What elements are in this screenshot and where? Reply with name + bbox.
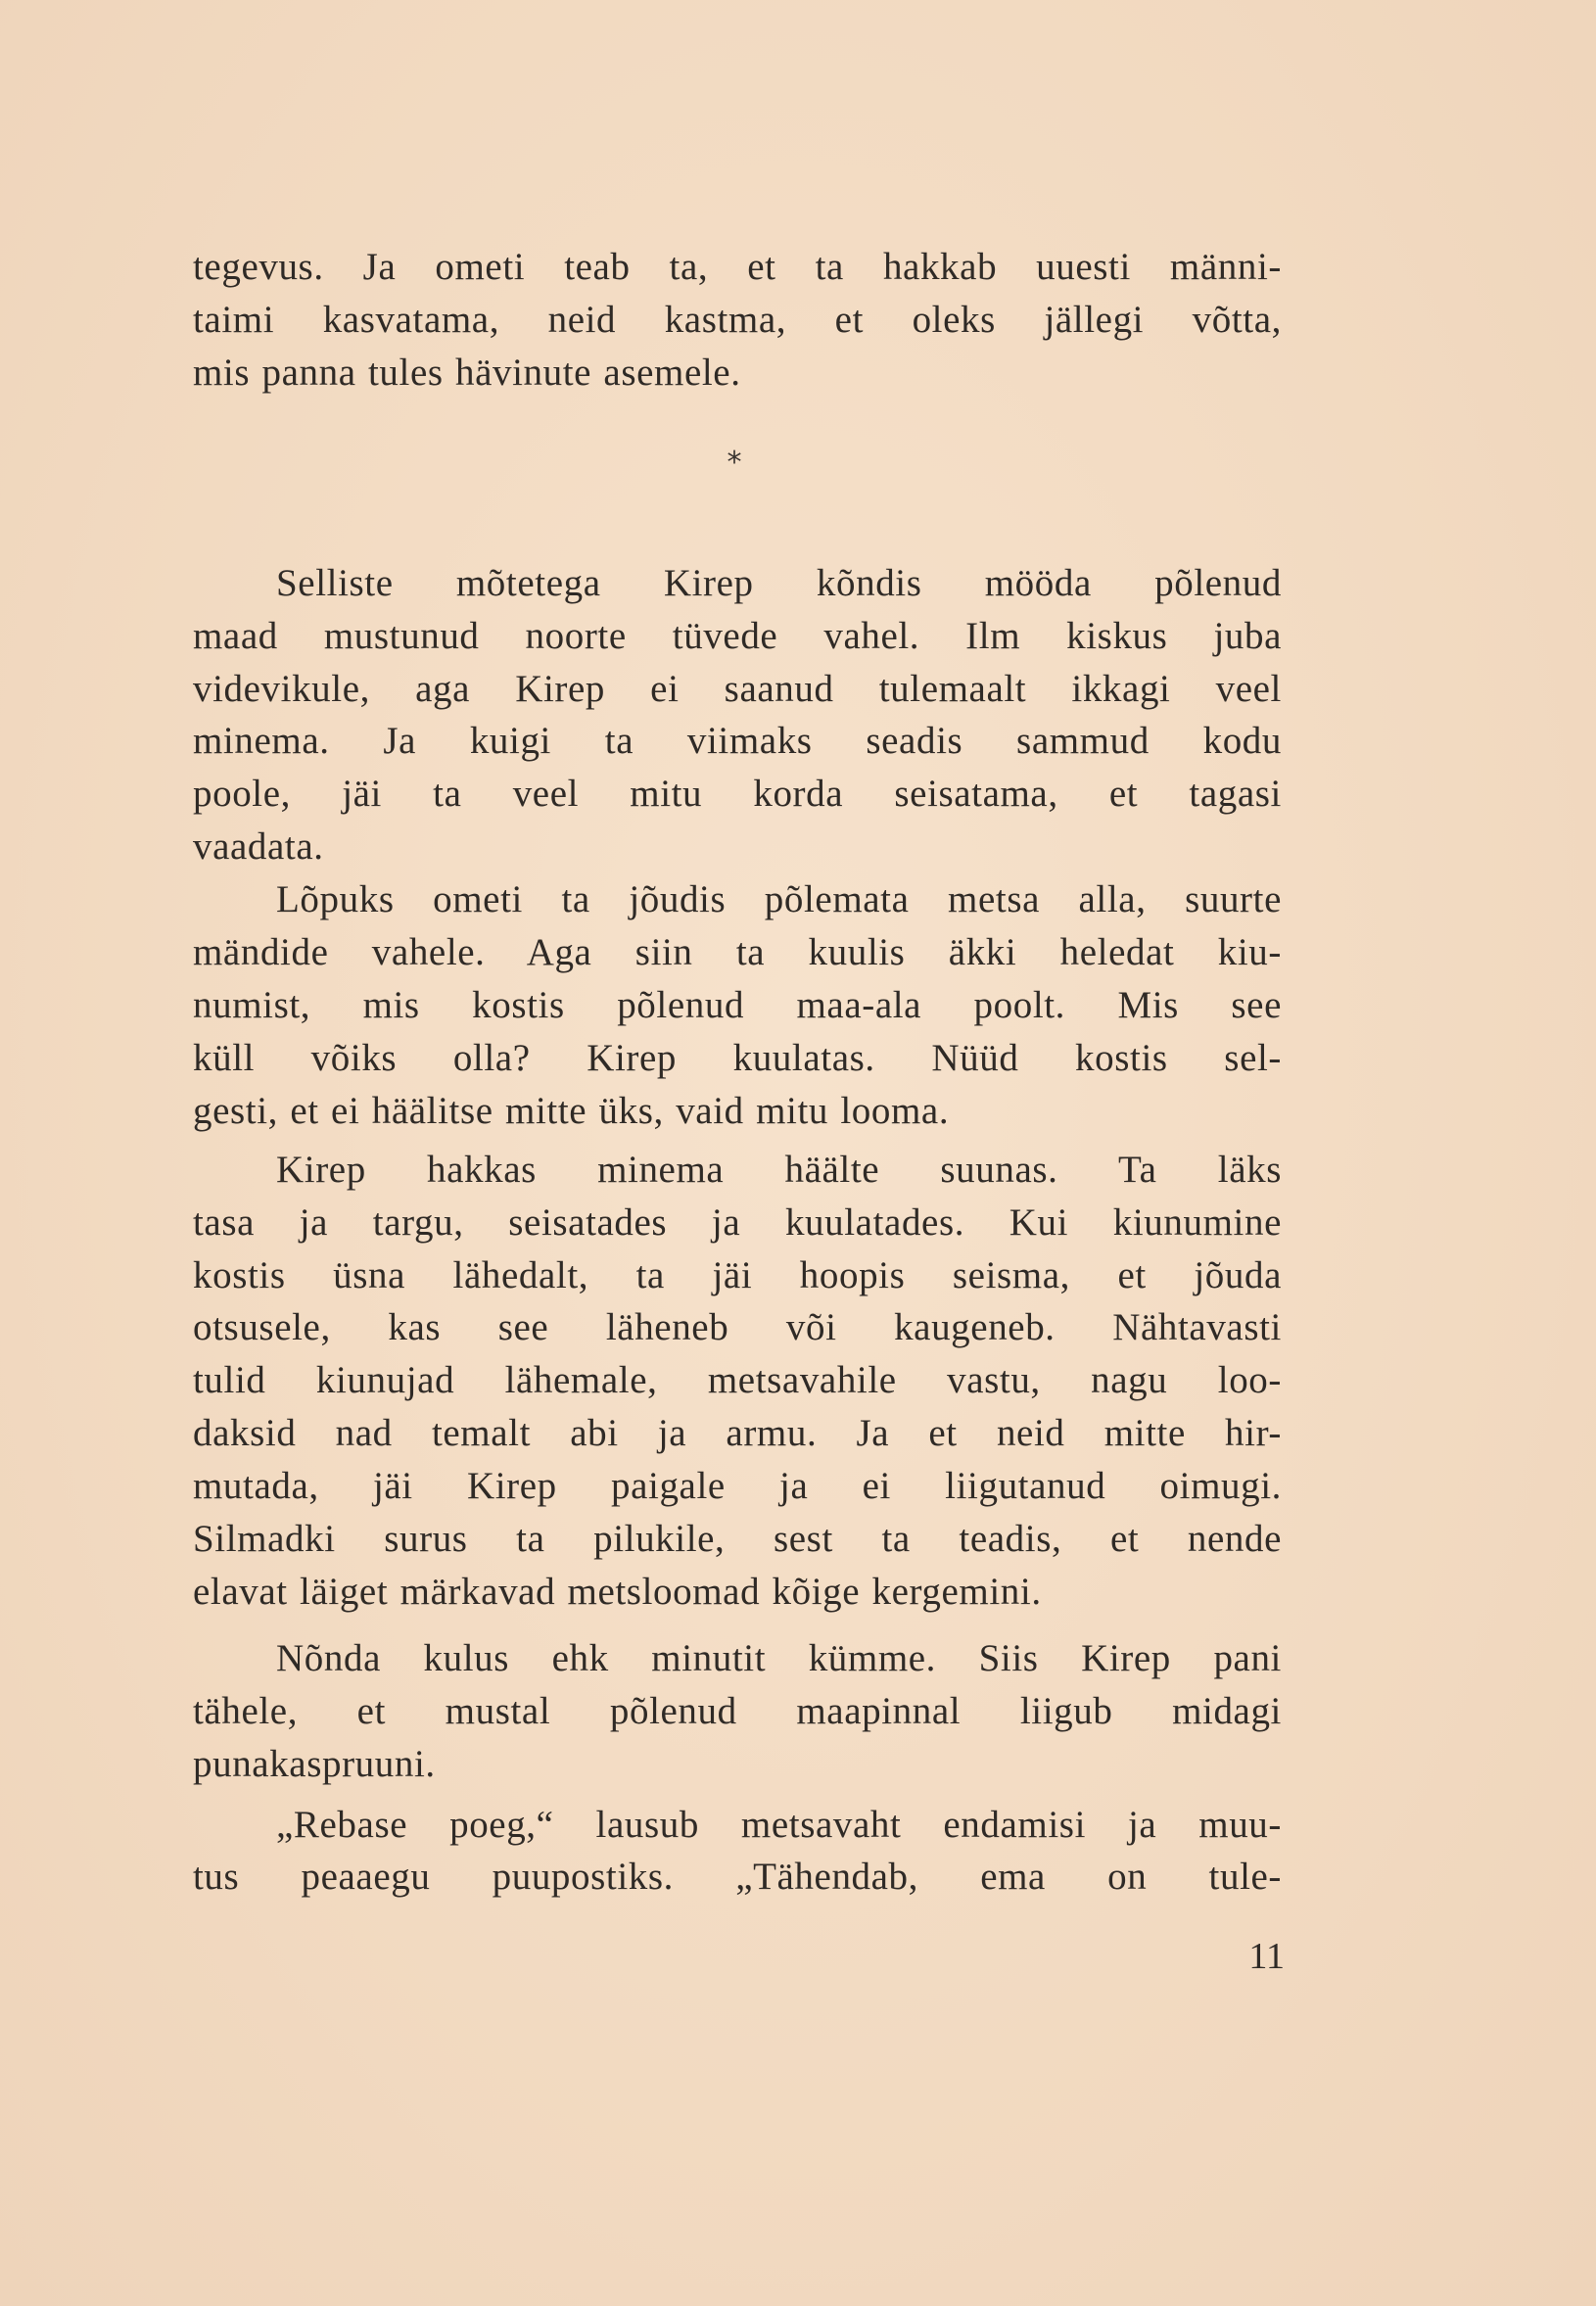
text-line: tegevus. Ja ometi teab ta, et ta hakkab uuesti männi- xyxy=(193,246,1282,288)
text-line: „Rebase poeg,“ lausub metsavaht endamisi ja muu- xyxy=(276,1803,1282,1846)
text-line: poole, jäi ta veel mitu korda seisatama, et tagasi xyxy=(193,773,1282,816)
text-line: numist, mis kostis põlenud maa-ala poolt. Mis see xyxy=(193,983,1282,1026)
page-number: 11 xyxy=(1248,1936,1285,1977)
paragraph-1 xyxy=(193,241,1282,400)
text-line: videvikule, aga Kirep ei saanud tulemaalt ikkagi veel xyxy=(193,667,1282,710)
text-line: otsusele, kas see läheneb või kaugeneb. Nähtavasti xyxy=(193,1306,1282,1349)
text-line: mis panna tules hävinute asemele. xyxy=(193,351,741,394)
text-line: kostis üsna lähedalt, ta jäi hoopis seisma, et jõuda xyxy=(193,1253,1282,1296)
text-line: tasa ja targu, seisatades ja kuulatades. Kui kiunumine xyxy=(193,1200,1282,1244)
text-line: punakaspruuni. xyxy=(193,1742,436,1785)
text-line: maad mustunud noorte tüvede vahel. Ilm kiskus juba xyxy=(193,614,1282,657)
text-line: mutada, jäi Kirep paigale ja ei liigutanud oimugi. xyxy=(193,1465,1282,1508)
text-line: Selliste mõtetega Kirep kõndis mööda põlenud xyxy=(276,561,1282,604)
text-line: elavat läiget märkavad metsloomad kõige kergemini. xyxy=(193,1570,1042,1613)
paragraph-5 xyxy=(193,1632,1282,1791)
text-line: gesti, et ei häälitse mitte üks, vaid mitu looma. xyxy=(193,1089,950,1132)
text-line: minema. Ja kuigi ta viimaks seadis sammud kodu xyxy=(193,720,1282,763)
paragraph-3 xyxy=(193,873,1282,1138)
text-line: tus peaaegu puupostiks. „Tähendab, ema on tule- xyxy=(193,1856,1282,1899)
text-line: daksid nad temalt abi ja armu. Ja et neid mitte hir- xyxy=(193,1412,1282,1455)
paragraph-gap xyxy=(193,1791,1282,1799)
section-break-asterisk: * xyxy=(727,446,742,480)
text-line: Lõpuks ometi ta jõudis põlemata metsa alla, suurte xyxy=(276,878,1282,921)
paragraph-4 xyxy=(193,1144,1282,1619)
text-line: Kirep hakkas minema häälte suunas. Ta läks xyxy=(276,1148,1282,1191)
page-text xyxy=(193,241,1282,1904)
text-line: vaadata. xyxy=(193,825,324,869)
text-line: tulid kiunujad lähemale, metsavahile vastu, nagu loo- xyxy=(193,1359,1282,1402)
text-line: tähele, et mustal põlenud maapinnal liigub midagi xyxy=(193,1689,1282,1732)
paragraph-gap xyxy=(193,1619,1282,1632)
text-line: küll võiks olla? Kirep kuulatas. Nüüd kostis sel- xyxy=(193,1036,1282,1079)
text-line: Nõnda kulus ehk minutit kümme. Siis Kirep pani xyxy=(276,1636,1282,1679)
text-line: Silmadki surus ta pilukile, sest ta teadis, et nende xyxy=(193,1518,1282,1561)
paragraph-2 xyxy=(193,557,1282,873)
text-line: mändide vahele. Aga siin ta kuulis äkki heledat kiu- xyxy=(193,931,1282,974)
paragraph-6 xyxy=(193,1799,1282,1905)
text-line: taimi kasvatama, neid kastma, et oleks jällegi võtta, xyxy=(193,298,1282,341)
